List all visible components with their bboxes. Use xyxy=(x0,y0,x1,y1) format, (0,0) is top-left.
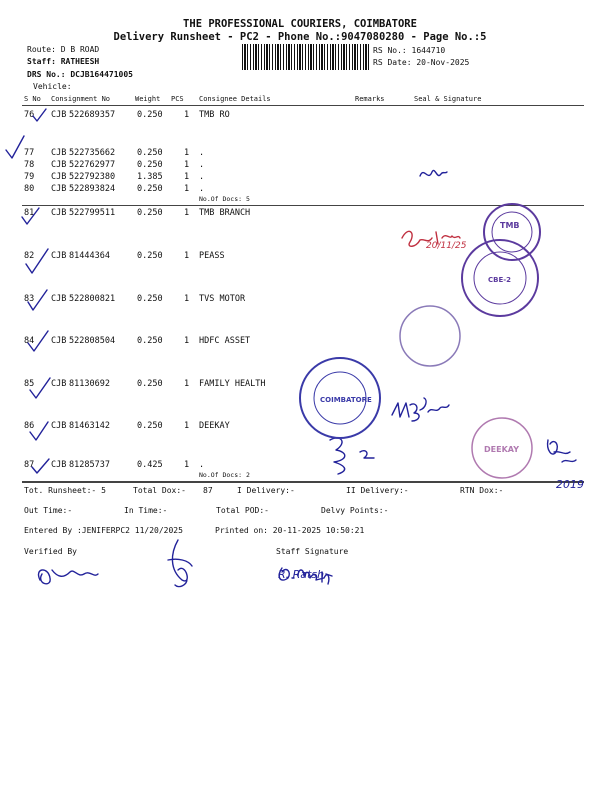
cell-consignee: . xyxy=(199,148,205,158)
cell-weight: 0.250 xyxy=(137,379,163,389)
cell-cjb: CJB xyxy=(51,172,67,182)
cell-cjb: CJB xyxy=(51,421,67,431)
cell-weight: 0.250 xyxy=(137,148,163,158)
cell-weight: 0.250 xyxy=(137,251,163,261)
cell-pcs: 1 xyxy=(184,110,190,120)
col-consignee: Consignee Details xyxy=(199,95,271,103)
cell-cjb: CJB xyxy=(51,184,67,194)
company-title: THE PROFESSIONAL COURIERS, COIMBATORE xyxy=(183,18,417,30)
cell-consignee: . xyxy=(199,172,205,182)
cell-weight: 0.250 xyxy=(137,421,163,431)
total-dox-label: Total Dox:- xyxy=(133,486,186,495)
cell-pcs: 1 xyxy=(184,294,190,304)
cell-weight: 1.385 xyxy=(137,172,163,182)
cell-consignee: . xyxy=(199,160,205,170)
cell-sno: 79 xyxy=(24,172,35,182)
cell-consignee: TMB RO xyxy=(199,110,230,120)
staff-sign-text: R. Ratsh xyxy=(278,568,325,581)
col-pcs: PCS xyxy=(171,95,184,103)
cell-pcs: 1 xyxy=(184,148,190,158)
tick-mark xyxy=(30,422,48,440)
col-remarks: Remarks xyxy=(355,95,385,103)
docs-note: No.Of Docs: 5 xyxy=(199,195,250,203)
cell-sno: 86 xyxy=(24,421,35,431)
cell-cno: 81130692 xyxy=(69,379,110,389)
tick-mark xyxy=(26,249,48,273)
tick-mark xyxy=(28,331,48,351)
runsheet-subtitle: Delivery Runsheet - PC2 - Phone No.:9047080280 - Page No.:5 xyxy=(113,31,487,43)
cell-consignee: . xyxy=(199,184,205,194)
cell-consignee: . xyxy=(199,460,205,470)
cell-cno: 522800821 xyxy=(69,294,116,304)
stamp-coimbatore-text: COIMBATORE xyxy=(320,396,372,404)
cell-cno: 522689357 xyxy=(69,110,116,120)
signature-scribble xyxy=(330,438,374,474)
cell-sno: 82 xyxy=(24,251,35,261)
col-weight: Weight xyxy=(135,95,161,103)
cell-pcs: 1 xyxy=(184,184,190,194)
delvy-points: Delvy Points:- xyxy=(321,506,389,515)
stamp-cbe-text: CBE-2 xyxy=(488,276,512,284)
cell-consignee: HDFC ASSET xyxy=(199,336,251,346)
staff-signature-label: Staff Signature xyxy=(276,547,349,556)
cell-cno: 522735662 xyxy=(69,148,116,158)
cell-sno: 77 xyxy=(24,148,35,158)
entered-by: Entered By :JENIFERPC2 11/20/2025 xyxy=(24,526,183,535)
cell-consignee: TMB BRANCH xyxy=(199,208,251,218)
tick-mark xyxy=(22,208,39,224)
col-seal: Seal & Signature xyxy=(414,95,482,103)
cell-pcs: 1 xyxy=(184,421,190,431)
in-time: In Time:- xyxy=(124,506,168,515)
cell-weight: 0.250 xyxy=(137,336,163,346)
rtn-dox: RTN Dox:- xyxy=(460,486,504,495)
cell-cno: 81463142 xyxy=(69,421,110,431)
deekay-sign-text: 2019 xyxy=(556,478,584,491)
cell-consignee: DEEKAY xyxy=(199,421,230,431)
cell-sno: 85 xyxy=(24,379,35,389)
ii-delivery: II Delivery:- xyxy=(346,486,409,495)
cell-consignee: FAMILY HEALTH xyxy=(199,379,266,389)
tmb-sign-text: 20/11/25 xyxy=(426,241,467,251)
tick-mark xyxy=(32,459,49,473)
drs-number: DRS No.: DCJB164471005 xyxy=(27,70,133,79)
cell-cjb: CJB xyxy=(51,379,67,389)
cell-cjb: CJB xyxy=(51,294,67,304)
cell-cno: 81285737 xyxy=(69,460,110,470)
cell-cno: 522893824 xyxy=(69,184,116,194)
cell-pcs: 1 xyxy=(184,172,190,182)
signature-scribble xyxy=(392,398,449,421)
signature-scribble xyxy=(420,170,447,176)
tick-mark xyxy=(28,290,47,310)
cell-cno: 522792380 xyxy=(69,172,116,182)
cell-weight: 0.250 xyxy=(137,184,163,194)
verified-by: Verified By xyxy=(24,547,77,556)
tick-mark xyxy=(30,378,50,398)
route-label: Route: D B ROAD xyxy=(27,45,100,54)
cell-pcs: 1 xyxy=(184,208,190,218)
cell-weight: 0.425 xyxy=(137,460,163,470)
cell-cno: 522762977 xyxy=(69,160,116,170)
vehicle-label: Vehicle: xyxy=(33,82,72,91)
cell-cjb: CJB xyxy=(51,148,67,158)
cell-sno: 83 xyxy=(24,294,35,304)
cell-cno: 522799511 xyxy=(69,208,116,218)
cell-weight: 0.250 xyxy=(137,160,163,170)
cell-sno: 87 xyxy=(24,460,35,470)
cell-pcs: 1 xyxy=(184,336,190,346)
cell-consignee: TVS MOTOR xyxy=(199,294,246,304)
staff-label: Staff: RATHEESH xyxy=(27,57,100,66)
cell-pcs: 1 xyxy=(184,460,190,470)
cell-cjb: CJB xyxy=(51,110,67,120)
tick-mark xyxy=(6,136,24,158)
total-dox-value: 87 xyxy=(203,486,213,495)
tick-mark xyxy=(33,109,46,121)
cell-cno: 522808504 xyxy=(69,336,116,346)
cell-cjb: CJB xyxy=(51,336,67,346)
cell-cjb: CJB xyxy=(51,460,67,470)
cell-sno: 80 xyxy=(24,184,35,194)
stamp-hdfc xyxy=(400,306,460,366)
cell-weight: 0.250 xyxy=(137,110,163,120)
cell-sno: 78 xyxy=(24,160,35,170)
cell-weight: 0.250 xyxy=(137,294,163,304)
cell-cno: 81444364 xyxy=(69,251,110,261)
i-delivery: I Delivery:- xyxy=(237,486,295,495)
cell-cjb: CJB xyxy=(51,208,67,218)
signature-scribble xyxy=(39,570,98,584)
cell-pcs: 1 xyxy=(184,251,190,261)
docs-note: No.Of Docs: 2 xyxy=(199,471,250,479)
col-sno: S No xyxy=(24,95,41,103)
col-consignment: Consignment No xyxy=(51,95,111,103)
rs-number: RS No.: 1644710 xyxy=(373,46,446,55)
signature-scribble xyxy=(168,540,192,587)
cell-cjb: CJB xyxy=(51,251,67,261)
signature-scribble xyxy=(548,440,576,462)
cell-cjb: CJB xyxy=(51,160,67,170)
cell-consignee: PEASS xyxy=(199,251,225,261)
tot-runsheet: Tot. Runsheet:- 5 xyxy=(24,486,106,495)
cell-pcs: 1 xyxy=(184,160,190,170)
stamp-tmb-inner xyxy=(492,212,532,252)
stamp-tmb-text: TMB xyxy=(500,221,520,230)
printed-on: Printed on: 20-11-2025 10:50:21 xyxy=(215,526,365,535)
cell-sno: 81 xyxy=(24,208,35,218)
rs-date: RS Date: 20-Nov-2025 xyxy=(373,58,470,67)
cell-weight: 0.250 xyxy=(137,208,163,218)
cell-pcs: 1 xyxy=(184,379,190,389)
cell-sno: 84 xyxy=(24,336,35,346)
cell-sno: 76 xyxy=(24,110,35,120)
total-pod: Total POD:- xyxy=(216,506,269,515)
out-time: Out Time:- xyxy=(24,506,73,515)
stamp-deekay-text: DEEKAY xyxy=(484,445,519,454)
